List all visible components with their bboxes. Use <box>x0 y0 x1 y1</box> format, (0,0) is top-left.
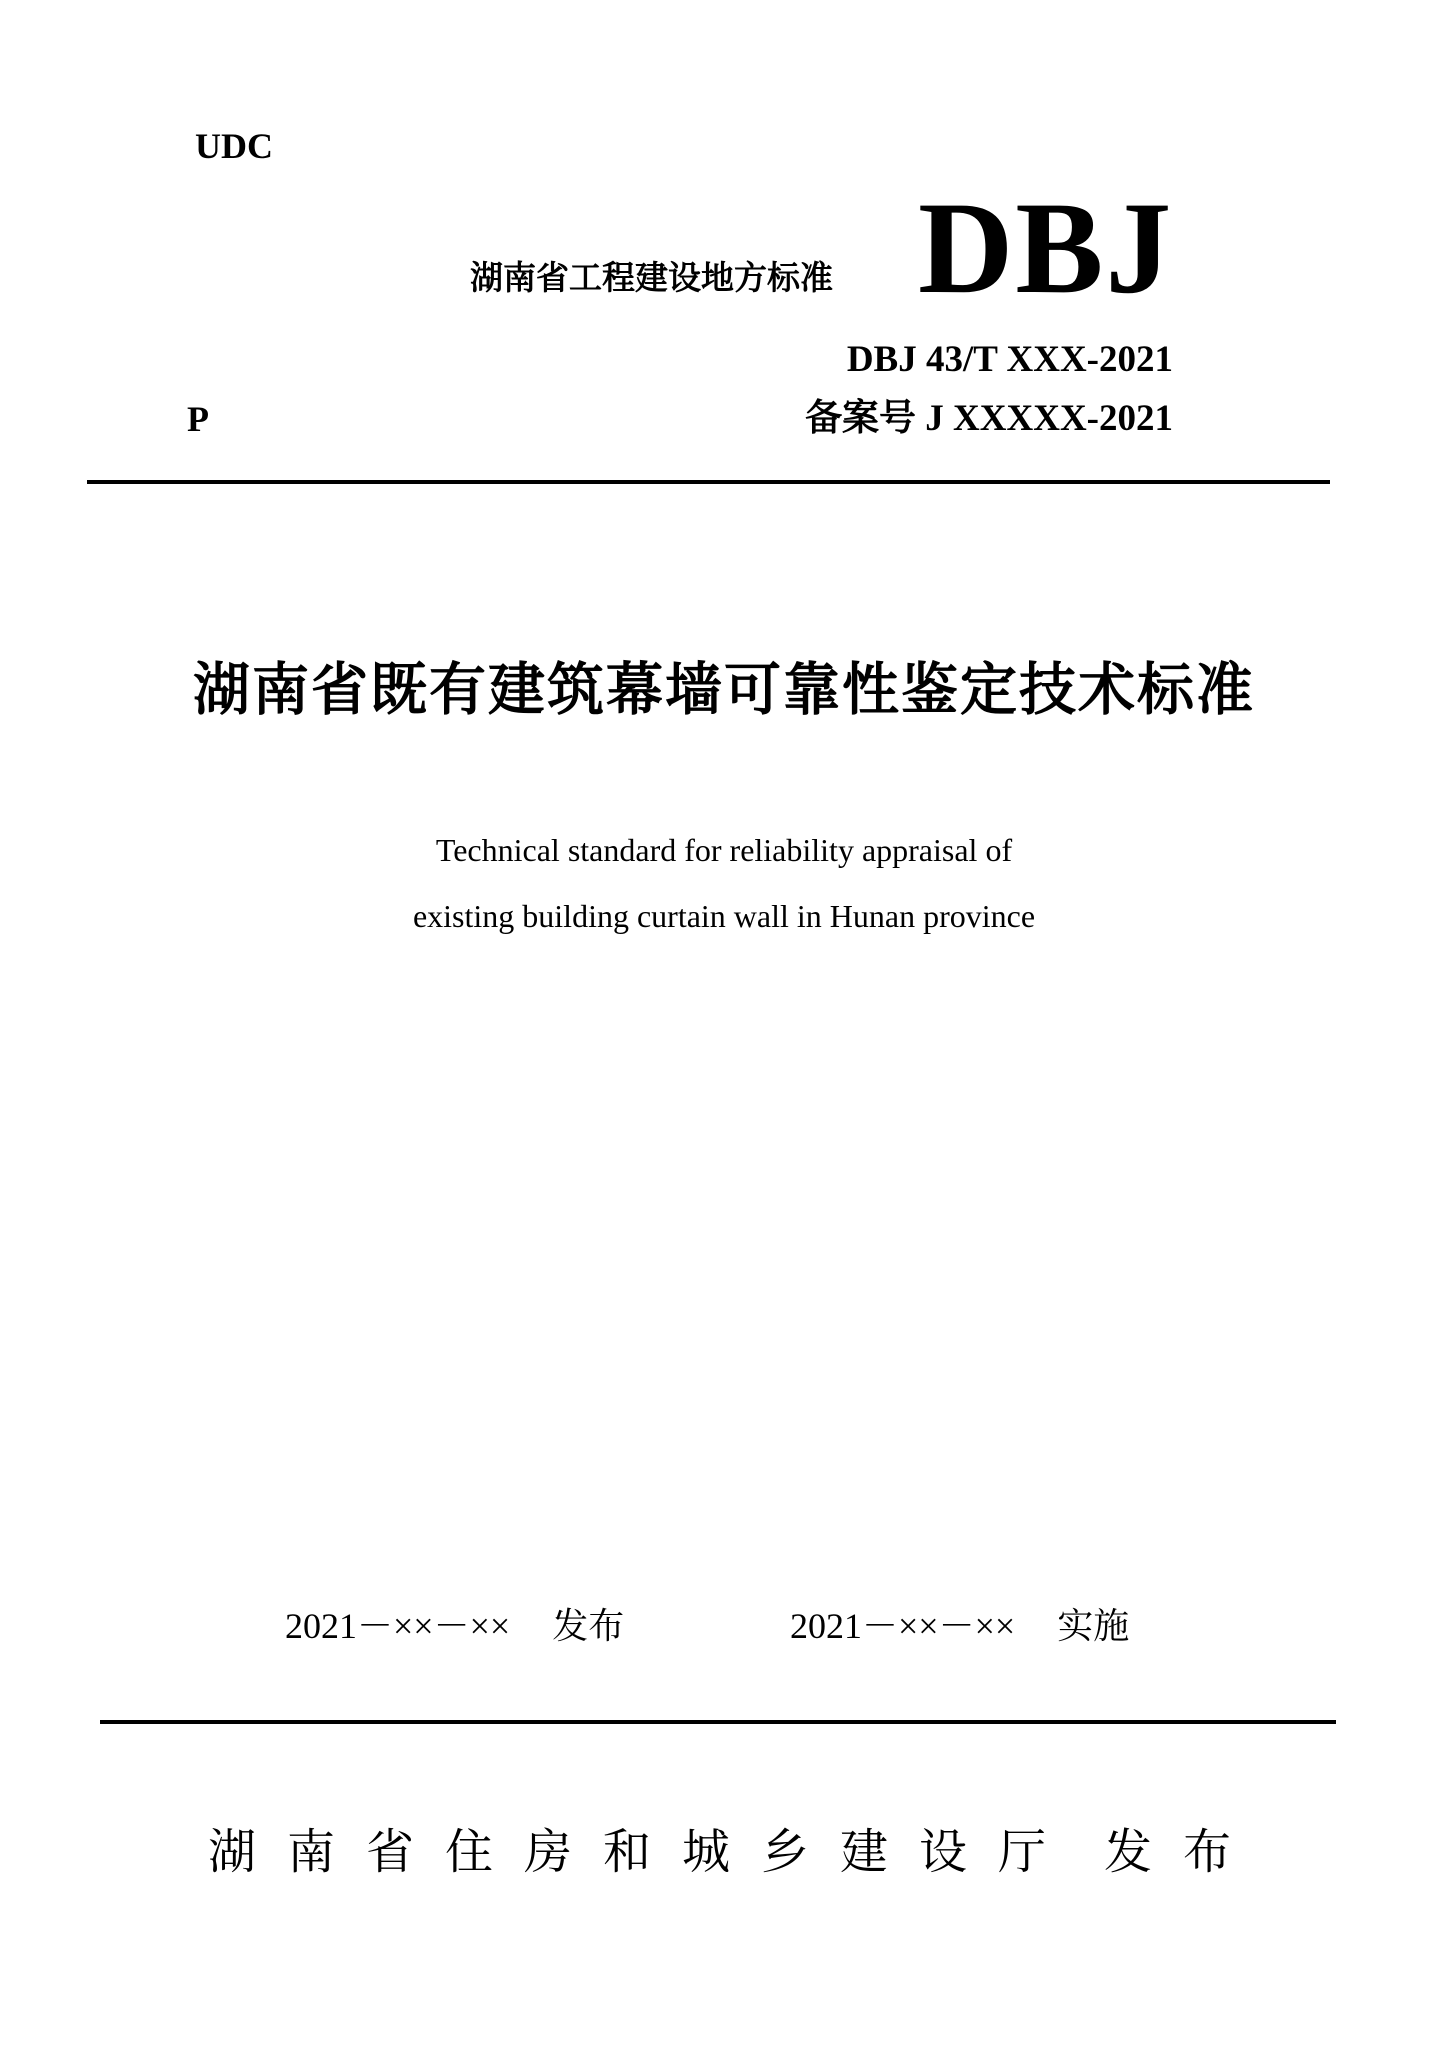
top-divider <box>87 480 1330 484</box>
effective-label: 实施 <box>1057 1606 1130 1647</box>
standard-type: 湖南省工程建设地方标准 <box>470 258 833 297</box>
title-english-line1: Technical standard for reliability appraisal of <box>435 832 1013 868</box>
standard-logo: DBJ <box>918 174 1174 321</box>
publish-date-block <box>285 1604 624 1649</box>
effective-date-block <box>790 1604 1129 1649</box>
issuer-action: 发布 <box>1104 1824 1263 1880</box>
classification-label: P <box>187 399 209 439</box>
standard-code: DBJ 43/T XXX-2021 <box>846 339 1173 380</box>
publish-label: 发布 <box>552 1606 625 1647</box>
udc-label: UDC <box>195 126 273 166</box>
title-chinese: 湖南省既有建筑幕墙可靠性鉴定技术标准 <box>193 657 1255 723</box>
title-english-line2: existing building curtain wall in Hunan province <box>412 898 1036 934</box>
filing-number: 备案号 J XXXXX-2021 <box>805 398 1173 439</box>
effective-date: 2021－××－×× <box>790 1606 1016 1646</box>
issuer-name: 湖南省住房和城乡建设厅 <box>208 1824 1078 1880</box>
publish-date: 2021－××－×× <box>285 1606 511 1646</box>
bottom-divider <box>100 1720 1336 1724</box>
